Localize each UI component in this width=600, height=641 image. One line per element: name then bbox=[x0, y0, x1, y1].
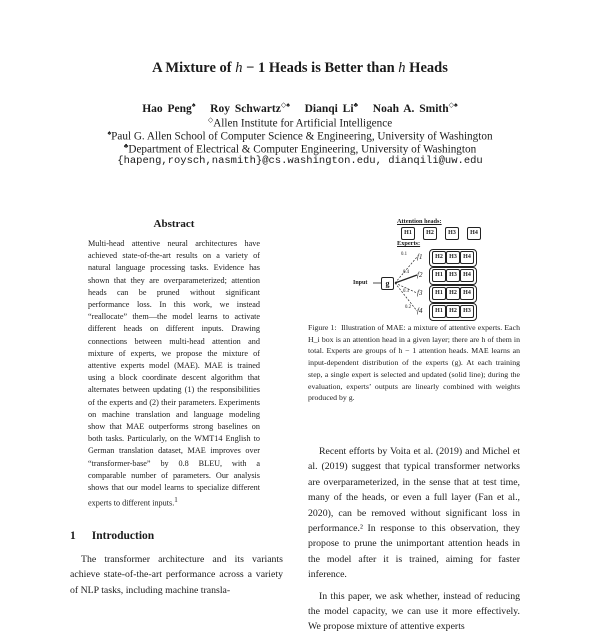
head-box: H4 bbox=[467, 227, 481, 240]
expert-group bbox=[429, 303, 477, 321]
head-box: H2 bbox=[423, 227, 437, 240]
gate-box: g bbox=[381, 277, 394, 290]
abstract-body: Multi-head attentive neural architectures have achieved state-of-the-art results on a variety of natural language processing tasks. Evidence has shown that they are overparameterized; attention heads can be pruned without significant performance loss. In this work, we instead “reallocate” them—the model learns to activate different heads on different inputs. Drawing connections between multi-head attention and mixture of experts, we propose the mixture of attentive experts model (MAE). MAE is trained using a block coordinate descent algorithm that alternates between updating (1) the responsibilities of the experts and (2) their parameters. Experiments on machine translation and language modeling show that MAE outperforms strong baselines on both tasks. Particularly, on the WMT14 English to German translation dataset, MAE improves over “transformer-base” by 0.8 BLEU, with a comparable number of parameters. Our analysis shows that our model learns to specialize different experts to different inputs.$^1$ bbox=[88, 239, 260, 508]
expert-label: f2 bbox=[417, 271, 423, 279]
author-name: Hao Peng bbox=[142, 102, 192, 115]
input-label: Input bbox=[353, 280, 368, 286]
paper-title: A Mixture of h − 1 Heads is Better than h Heads bbox=[152, 60, 448, 76]
affiliation: ♣Department of Electrical & Computer Engineering, University of Washington bbox=[123, 142, 477, 156]
section-heading: 1 Introduction bbox=[70, 530, 155, 542]
paragraph: Recent efforts by Voita et al. (2019) and Michel et al. (2019) suggest that typical transformer networks are overparameterized, in the sense that at test time, many of the heads, or even a full layer (Fan et al., 2020), can be removed without significant loss in performance.² In response to this observation, they propose to prune the unimportant attention heads in the model after it is trained, aiming for faster inference. bbox=[308, 446, 520, 581]
author-name: Roy Schwartz bbox=[210, 102, 281, 115]
head-box: H2 bbox=[432, 251, 446, 264]
head-box: H4 bbox=[460, 251, 474, 264]
affiliation: ◇Allen Institute for Artificial Intelligence bbox=[207, 116, 393, 130]
affiliation: ♠Paul G. Allen School of Computer Science & Engineering, University of Washington bbox=[107, 129, 493, 143]
head-box: H1 bbox=[432, 287, 446, 300]
head-box: H1 bbox=[401, 227, 415, 240]
head-box: H3 bbox=[445, 227, 459, 240]
author-name: Noah A. Smith bbox=[372, 102, 449, 115]
expert-weight: 0.1 bbox=[401, 252, 407, 257]
expert-label: f1 bbox=[417, 253, 423, 261]
head-box: H2 bbox=[446, 305, 460, 318]
author-list: Hao Peng♠ Roy Schwartz◇♠ Dianqi Li♣ Noah A. Smith◇♠ bbox=[142, 101, 458, 115]
expert-weight: 0.3 bbox=[403, 289, 409, 294]
head-box: H2 bbox=[446, 287, 460, 300]
head-box: H1 bbox=[432, 305, 446, 318]
attention-heads-label: Attention heads: bbox=[397, 218, 442, 225]
experts-label: Experts: bbox=[397, 240, 421, 247]
figure-caption: Figure 1: Illustration of MAE: a mixture of attentive experts. Each H_i box is an attention head in a given layer; there are h of them in total. Experts are groups of h − 1 attention heads. MAE learns an input-dependent distribution of the experts (g). At each training step, a single expert is selected and updated (solid line); during the evaluation, experts’ outputs are linearly combined with weights produced by g. bbox=[308, 323, 520, 403]
expert-group-selected bbox=[429, 267, 477, 285]
head-box: H3 bbox=[446, 269, 460, 282]
head-box: H4 bbox=[460, 269, 474, 282]
head-box: H3 bbox=[446, 251, 460, 264]
head-box: H1 bbox=[432, 269, 446, 282]
expert-group bbox=[429, 249, 477, 267]
right-column-text bbox=[308, 444, 520, 641]
author-emails: {hapeng,roysch,nasmith}@cs.washington.edu, dianqili@uw.edu bbox=[117, 155, 483, 167]
expert-group bbox=[429, 285, 477, 303]
head-box: H4 bbox=[460, 287, 474, 300]
expert-label: f3 bbox=[417, 289, 423, 297]
abstract-heading: Abstract bbox=[153, 218, 195, 230]
head-box: H3 bbox=[460, 305, 474, 318]
author-name: Dianqi Li bbox=[304, 102, 354, 115]
expert-weight: 0.4 bbox=[403, 270, 409, 275]
expert-label: f4 bbox=[417, 307, 423, 315]
footnote-mark: 1 bbox=[174, 496, 178, 505]
expert-weight: 0.2 bbox=[405, 305, 411, 310]
mae-figure bbox=[345, 212, 515, 324]
paragraph: In this paper, we ask whether, instead of reducing the model capacity, we can use it more effectively. We propose mixture of attentive experts bbox=[308, 590, 520, 633]
intro-paragraph: The transformer architecture and its variants achieve state-of-the-art performance across a variety of NLP tasks, including machine transla- bbox=[70, 554, 283, 596]
